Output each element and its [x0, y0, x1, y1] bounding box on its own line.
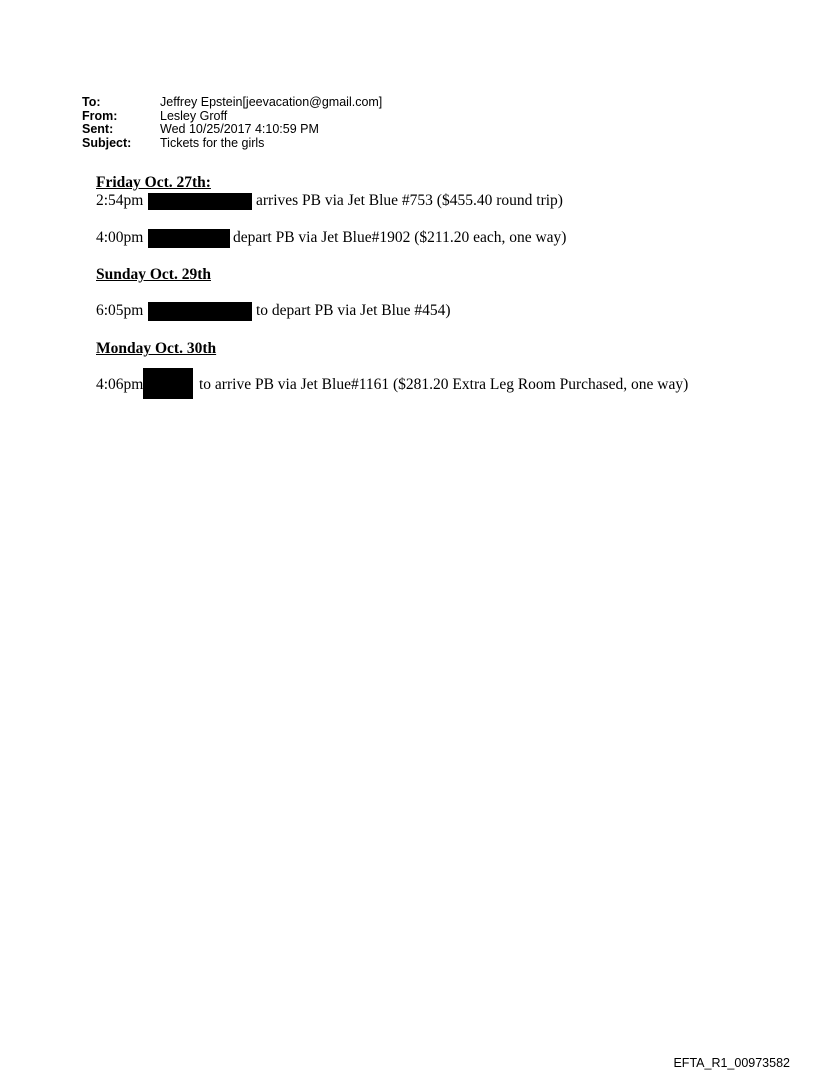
entry-time: 4:06pm [96, 376, 144, 393]
from-row [82, 110, 382, 124]
to-row [82, 96, 382, 110]
to-label: To: [82, 95, 101, 109]
entry-time: 2:54pm [96, 192, 144, 209]
sent-row [82, 123, 382, 137]
document-id: EFTA_R1_00973582 [673, 1056, 790, 1070]
itinerary-entry [96, 302, 716, 322]
from-label: From: [82, 108, 118, 123]
itinerary-entry [96, 229, 716, 249]
from-value: Lesley Groff [160, 108, 228, 123]
entry-time: 4:00pm [96, 229, 144, 246]
subject-label: Subject: [82, 135, 132, 150]
entry-text: depart PB via Jet Blue#1902 ($211.20 each, one way) [233, 229, 567, 246]
to-value: Jeffrey Epstein[jeevacation@gmail.com] [160, 95, 383, 109]
redaction-block [148, 229, 230, 248]
entry-text: arrives PB via Jet Blue #753 ($455.40 round trip) [256, 192, 563, 209]
entry-text: to arrive PB via Jet Blue#1161 ($281.20 Extra Leg Room Purchased, one way) [199, 376, 689, 393]
sent-value: Wed 10/25/2017 4:10:59 PM [160, 122, 319, 137]
section-heading-monday: Monday Oct. 30th [96, 340, 217, 357]
redaction-block [143, 368, 193, 399]
email-header [82, 96, 382, 150]
section-heading-sunday: Sunday Oct. 29th [96, 266, 211, 283]
entry-text: to depart PB via Jet Blue #454) [256, 302, 451, 319]
entry-time: 6:05pm [96, 302, 144, 319]
subject-value: Tickets for the girls [160, 135, 265, 150]
sent-label: Sent: [82, 122, 114, 137]
redaction-block [148, 193, 252, 210]
section-heading-friday: Friday Oct. 27th: [96, 174, 211, 191]
subject-row [82, 137, 382, 151]
itinerary-entry [96, 192, 716, 212]
redaction-block [148, 302, 252, 321]
itinerary-entry [96, 376, 756, 400]
